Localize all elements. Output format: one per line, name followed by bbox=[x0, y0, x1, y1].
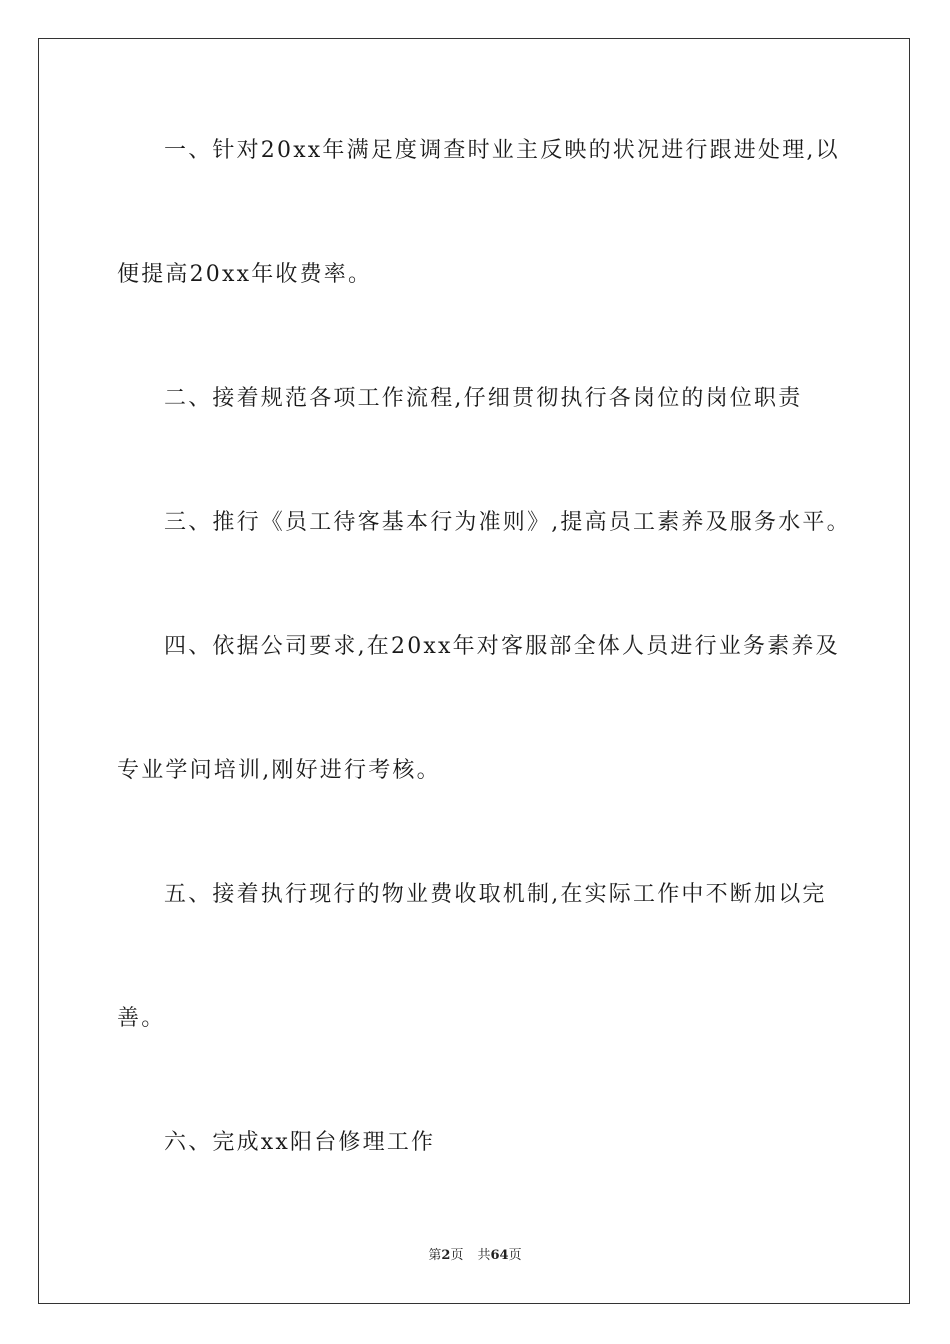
paragraph-line-5: 四、依据公司要求,在20xx年对客服部全体人员进行业务素养及 bbox=[164, 634, 840, 659]
page-footer bbox=[0, 1248, 950, 1264]
paragraph-line-3: 二、接着规范各项工作流程,仔细贯彻执行各岗位的岗位职责 bbox=[164, 386, 803, 411]
page-border bbox=[38, 38, 910, 1304]
total-prefix: 共 bbox=[477, 1248, 491, 1263]
paragraph-line-1: 一、针对20xx年满足度调查时业主反映的状况进行跟进处理,以 bbox=[164, 138, 840, 163]
paragraph-line-7: 五、接着执行现行的物业费收取机制,在实际工作中不断加以完 bbox=[164, 882, 827, 907]
paragraph-line-8: 善。 bbox=[117, 1006, 166, 1031]
page-prefix: 第 bbox=[428, 1248, 442, 1263]
paragraph-line-6: 专业学问培训,刚好进行考核。 bbox=[117, 758, 441, 783]
total-pages: 64 bbox=[490, 1248, 509, 1263]
paragraph-line-2: 便提高20xx年收费率。 bbox=[117, 262, 373, 287]
total-suffix: 页 bbox=[508, 1248, 522, 1263]
paragraph-line-4: 三、推行《员工待客基本行为准则》,提高员工素养及服务水平。 bbox=[164, 510, 851, 535]
page-number: 2 bbox=[441, 1248, 451, 1263]
paragraph-line-9: 六、完成xx阳台修理工作 bbox=[164, 1130, 436, 1155]
page-suffix: 页 bbox=[450, 1248, 464, 1263]
